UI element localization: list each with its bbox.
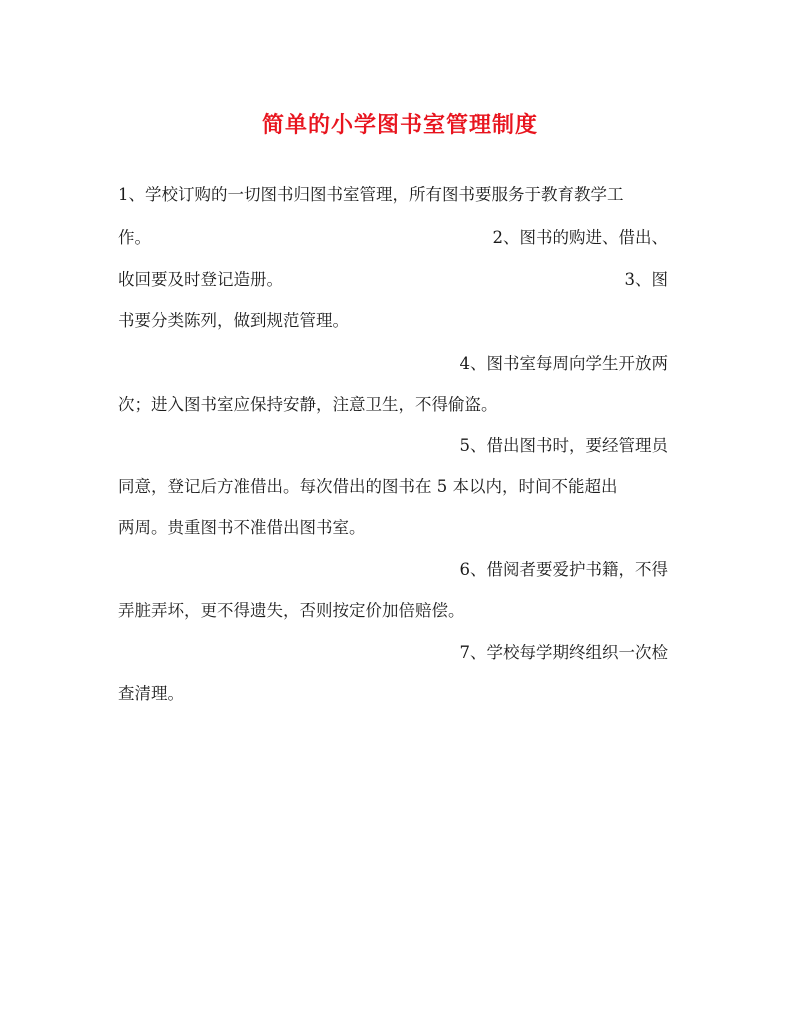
rule-6-start: 6、借阅者要爱护书籍，不得 [459, 560, 668, 579]
rule-4-end: 次；进入图书室应保持安静，注意卫生，不得偷盗。 [118, 395, 498, 414]
rule-6-end: 弄脏弄坏，更不得遗失，否则按定价加倍赔偿。 [118, 601, 465, 620]
rule-4-start: 4、图书室每周向学生开放两 [459, 354, 668, 373]
text-line-12 [118, 641, 678, 665]
text-line-1 [118, 183, 678, 207]
text-line-3 [118, 268, 678, 292]
rule-1-end: 作。 [118, 228, 151, 247]
rule-5-middle: 同意，登记后方准借出。每次借出的图书在 5 本以内，时间不能超出 [118, 477, 618, 496]
rule-3-end: 书要分类陈列，做到规范管理。 [118, 311, 349, 330]
text-line-2 [118, 226, 678, 250]
rule-3-start: 3、图 [624, 270, 668, 289]
rule-5-end: 两周。贵重图书不准借出图书室。 [118, 518, 366, 537]
rule-7-end: 查清理。 [118, 684, 184, 703]
text-line-13 [118, 682, 678, 706]
page-title: 简单的小学图书室管理制度 [261, 112, 538, 138]
rule-5-start: 5、借出图书时，要经管理员 [459, 436, 668, 455]
text-line-8 [118, 475, 678, 499]
rule-2-end: 收回要及时登记造册。 [118, 270, 283, 289]
text-line-5 [118, 352, 678, 376]
text-line-9 [118, 516, 678, 540]
text-line-10 [118, 558, 678, 582]
text-line-11 [118, 599, 678, 623]
rule-7-start: 7、学校每学期终组织一次检 [459, 643, 668, 662]
text-line-7 [118, 434, 678, 458]
rule-2-start: 2、图书的购进、借出、 [492, 228, 668, 247]
rule-1-text: 1、学校订购的一切图书归图书室管理，所有图书要服务于教育教学工 [118, 185, 624, 204]
text-line-6 [118, 393, 678, 417]
text-line-4 [118, 309, 678, 333]
